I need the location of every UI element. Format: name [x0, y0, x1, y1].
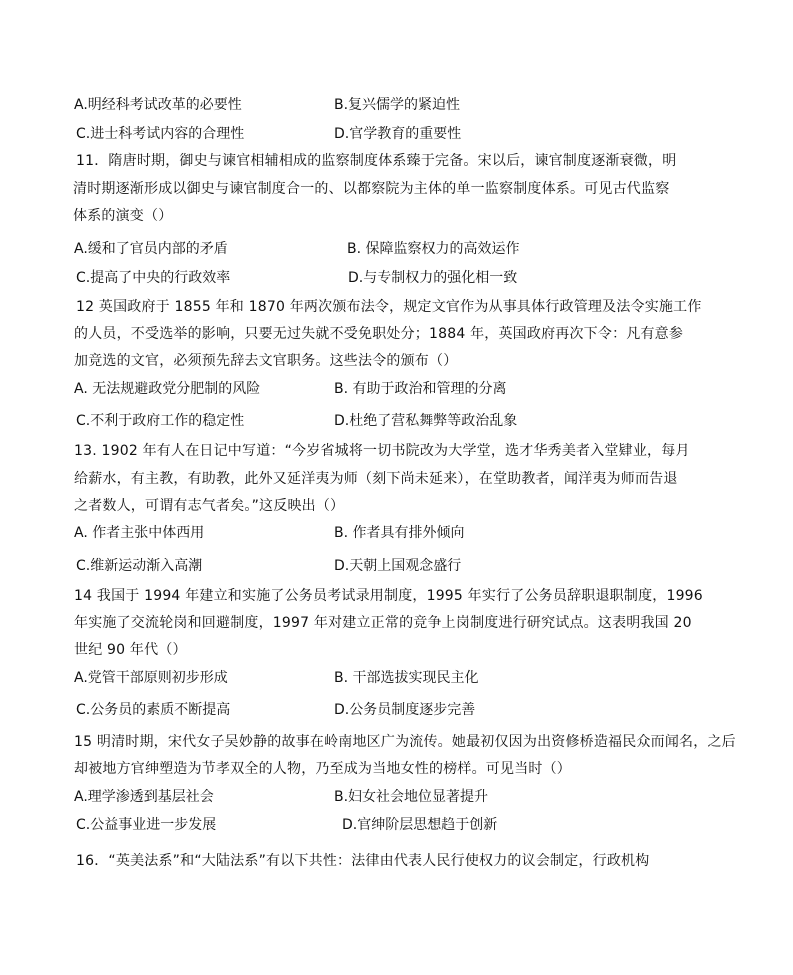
q11-option-a: A.缓和了官员内部的矛盾 — [74, 241, 228, 257]
q13-stem-line-2: 给薪水，有主教，有助教，此外又延洋夷为师（刻下尚未延来），在堂助教者，闻洋夷为师而告退 — [74, 471, 678, 487]
q15-option-d: D.官绅阶层思想趋于创新 — [342, 817, 498, 833]
q13-option-a: A. 作者主张中体西用 — [74, 525, 205, 541]
q12-stem-line-2: 的人员，不受选举的影响，只要无过失就不受免职处分；1884 年，英国政府再次下令：凡有意参 — [74, 326, 684, 342]
q11-option-c: C.提高了中央的行政效率 — [76, 270, 231, 286]
q12-option-d: D.杜绝了营私舞弊等政治乱象 — [334, 413, 518, 429]
q13-option-d: D.天朝上国观念盛行 — [334, 558, 462, 574]
q14-option-c: C.公务员的素质不断提高 — [76, 702, 231, 718]
q15-stem-line-1: 15 明清时期，宋代女子吴妙静的故事在岭南地区广为流传。她最初仅因为出资修桥造福民众而闻名，之后 — [74, 734, 736, 750]
prev-option-a: A.明经科考试改革的必要性 — [74, 97, 242, 113]
q12-option-b: B. 有助于政治和管理的分离 — [334, 381, 507, 397]
q13-option-c: C.维新运动渐入高潮 — [76, 558, 203, 574]
q14-stem-line-2: 年实施了交流轮岗和回避制度，1997 年对建立正常的竞争上岗制度进行研究试点。这表明我国 20 — [74, 615, 692, 631]
q14-option-b: B. 干部选拔实现民主化 — [334, 670, 479, 686]
prev-option-b: B.复兴儒学的紧迫性 — [334, 97, 461, 113]
q14-stem-line-3: 世纪 90 年代（） — [74, 642, 187, 658]
q15-option-a: A.理学渗透到基层社会 — [74, 789, 214, 805]
q14-option-d: D.公务员制度逐步完善 — [334, 702, 476, 718]
q11-stem-line-2: 清时期逐渐形成以御史与谏官制度合一的、以都察院为主体的单一监察制度体系。可见古代监察 — [73, 181, 670, 197]
q14-stem-line-1: 14 我国于 1994 年建立和实施了公务员考试录用制度，1995 年实行了公务员辞职退职制度，1996 — [74, 588, 703, 604]
q14-option-a: A.党管干部原则初步形成 — [74, 670, 228, 686]
q13-stem-line-3: 之者数人，可谓有志气者矣。”这反映出（） — [74, 498, 345, 514]
q12-option-a: A. 无法规避政党分肥制的风险 — [74, 381, 261, 397]
q11-option-b: B. 保障监察权力的高效运作 — [347, 241, 520, 257]
q13-stem-line-1: 13. 1902 年有人在日记中写道：“今岁省城将一切书院改为大学堂，选才华秀美者入堂肄业，每月 — [74, 443, 690, 459]
prev-option-c: C.进士科考试内容的合理性 — [76, 126, 245, 142]
q12-option-c: C.不利于政府工作的稳定性 — [76, 413, 245, 429]
q15-option-c: C.公益事业进一步发展 — [76, 817, 217, 833]
q11-stem-line-3: 体系的演变（） — [73, 208, 173, 224]
q11-stem-line-1: 11．隋唐时期，御史与谏官相辅相成的监察制度体系臻于完备。宋以后，谏官制度逐渐衰微，明 — [76, 153, 677, 169]
q16-stem-line-1: 16．“英美法系”和“大陆法系”有以下共性：法律由代表人民行使权力的议会制定，行政机构 — [76, 853, 650, 869]
q11-option-d: D.与专制权力的强化相一致 — [348, 270, 518, 286]
q15-stem-line-2: 却被地方官绅塑造为节孝双全的人物，乃至成为当地女性的榜样。可见当时（） — [74, 761, 571, 777]
q12-stem-line-3: 加竞选的文官，必须预先辞去文官职务。这些法令的颁布（） — [74, 353, 458, 369]
q12-stem-line-1: 12 英国政府于 1855 年和 1870 年两次颁布法令，规定文官作为从事具体行政管理及法令实施工作 — [76, 299, 702, 315]
q13-option-b: B. 作者具有排外倾向 — [334, 525, 465, 541]
prev-option-d: D.官学教育的重要性 — [334, 126, 462, 142]
q15-option-b: B.妇女社会地位显著提升 — [334, 789, 489, 805]
